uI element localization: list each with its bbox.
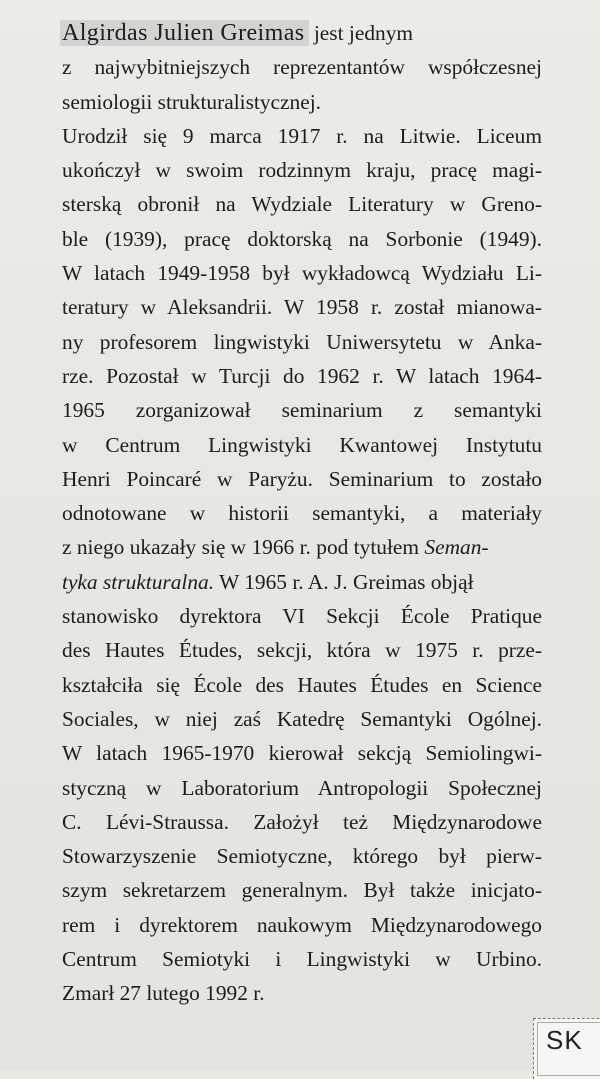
- book-title-part-1: Seman-: [424, 535, 489, 560]
- text-line-7: ble (1939), pracę doktorską na Sorbonie (1949).: [62, 226, 542, 251]
- text-line-28: Centrum Semiotyki i Lingwistyki w Urbino.: [62, 947, 542, 972]
- text-line-18: stanowisko dyrektora VI Sekcji École Pratique: [62, 604, 542, 629]
- text-line-14: Henri Poincaré w Paryżu. Seminarium to zostało: [62, 466, 542, 491]
- text-line-5: ukończył w swoim rodzinnym kraju, pracę magi-: [62, 158, 542, 183]
- text-line-17: [62, 565, 542, 599]
- text-line-22: W latach 1965-1970 kierował sekcją Semiolingwi-: [62, 741, 542, 766]
- text-line-21: Sociales, w niej zaś Katedrę Semantyki Ogólnej.: [62, 706, 542, 731]
- author-name: Algirdas Julien Greimas: [60, 20, 309, 46]
- text-line-19: des Hautes Études, sekcji, która w 1975 r. prze-: [62, 638, 542, 663]
- text-line-6: sterską obronił na Wydziale Literatury w Greno-: [62, 192, 542, 217]
- line-1-rest: jest jednym: [308, 21, 414, 45]
- text-line-26: szym sekretarzem generalnym. Był także inicjato-: [62, 878, 542, 903]
- text-line-23: styczną w Laboratorium Antropologii Społecznej: [62, 775, 542, 800]
- sticker-text: SK: [546, 1025, 583, 1055]
- text-line-12: 1965 zorganizował seminarium z semantyki: [62, 398, 542, 423]
- text-line-10: ny profesorem lingwistyki Uniwersytetu w Anka-: [62, 329, 542, 354]
- text-line-2: z najwybitniejszych reprezentantów współczesnej: [62, 55, 542, 80]
- text-line-16: [62, 530, 542, 564]
- text-line-29: Zmarł 27 lutego 1992 r.: [62, 981, 265, 1006]
- book-title-part-2: tyka strukturalna.: [62, 569, 215, 594]
- text-line-20: kształciła się École des Hautes Études en Science: [62, 672, 542, 697]
- author-biography: [62, 16, 542, 1011]
- text-line-8: W latach 1949-1958 był wykładowcą Wydziału Li-: [62, 261, 542, 286]
- text-line-9: teratury w Aleksandrii. W 1958 r. został mianowa-: [62, 295, 542, 320]
- text-line-27: rem i dyrektorem naukowym Międzynarodowego: [62, 912, 542, 937]
- text-line-25: Stowarzyszenie Semiotyczne, którego był pierw-: [62, 844, 542, 869]
- text-line-15: odnotowane w historii semantyki, a materiały: [62, 501, 542, 526]
- text-line-13: w Centrum Lingwistyki Kwantowej Instytutu: [62, 432, 542, 457]
- line-17-text: W 1965 r. A. J. Greimas objął: [214, 569, 474, 594]
- text-line-1: [62, 16, 542, 50]
- text-line-11: rze. Pozostał w Turcji do 1962 r. W latach 1964-: [62, 363, 542, 388]
- line-16-text: z niego ukazały się w 1966 r. pod tytułem: [62, 535, 425, 560]
- text-line-24: C. Lévi-Straussa. Założył też Międzynarodowe: [62, 809, 542, 834]
- text-line-4: Urodził się 9 marca 1917 r. na Litwie. Liceum: [62, 123, 542, 148]
- text-line-3: semiologii strukturalistycznej.: [62, 89, 322, 114]
